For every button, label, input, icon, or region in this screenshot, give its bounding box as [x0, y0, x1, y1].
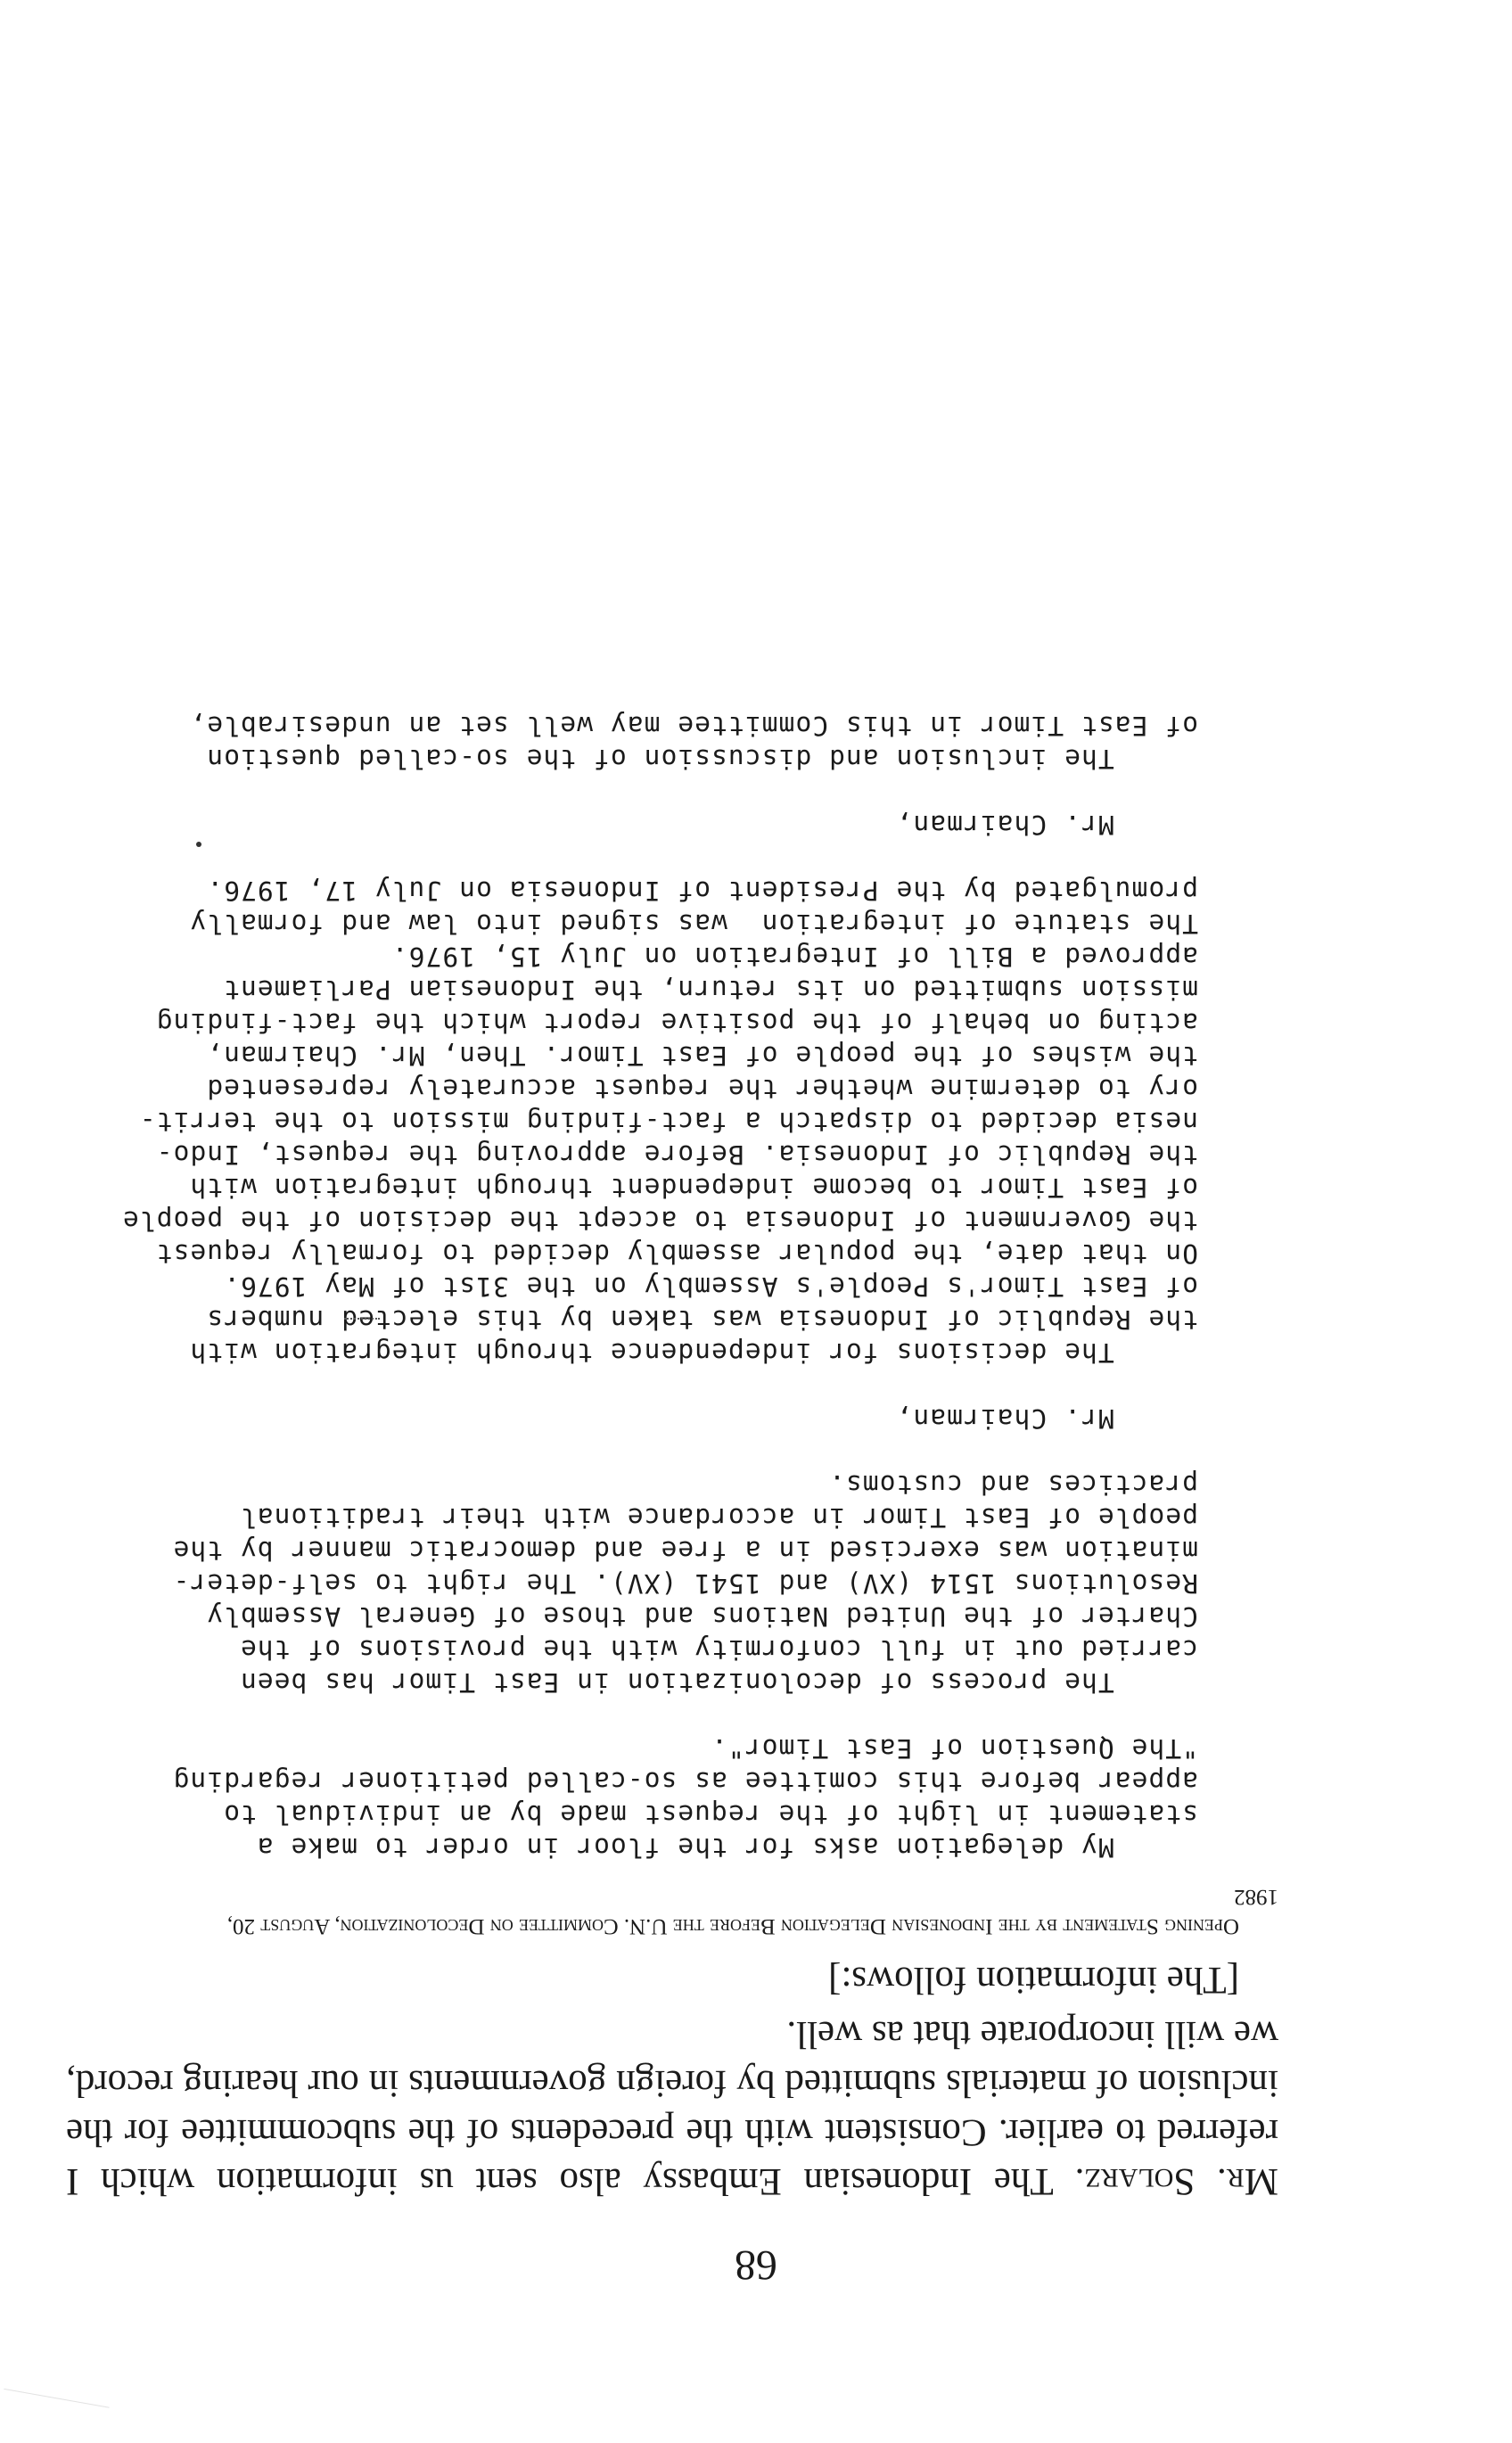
statement-line: The process of decolonization in East Timor has been: [239, 1667, 1198, 1698]
statement-line: approved a Bill of Integration on July 15, 1976.: [390, 942, 1198, 972]
bracket-note: [The information follows:]: [828, 1959, 1239, 2001]
statement-line: Mr. Chairman,: [895, 1403, 1198, 1434]
statement-line: The decisions for independence through integration with: [189, 1337, 1198, 1368]
statement-line: of East Timor's People's Assembly on the 31st of May 1976.: [223, 1271, 1198, 1302]
statement-line: Resolutions 1514 (XV) and 1541 (XV). The right to self-deter-: [172, 1568, 1198, 1599]
statement-line: mission submitted on its return, the Indonesian Parliament: [223, 975, 1198, 1005]
scan-artifact-mark: [196, 842, 201, 847]
statement-line: My delegation asks for the floor in order to make a: [256, 1832, 1198, 1863]
blank-line: [253, 1369, 1198, 1402]
scan-artifact-dots: [344, 1316, 380, 1320]
intro-text: The Indonesian Embassy also sent us information which I referred to earlier. Consistent with the precedents of the subcommittee for the inclusion of materials submitted by foreign governments in our hearing record, we will incorporate that as well.: [66, 2013, 1278, 2202]
statement-line: people of East Timor in accordance with their traditional: [239, 1502, 1198, 1533]
page-number: 68: [735, 2241, 777, 2289]
statement-line: appear before this comittee as so-called petitioner regarding: [172, 1766, 1198, 1797]
statement-line: The inclusion and discussion of the so-called question: [206, 744, 1198, 774]
statement-line: nesia decided to dispatch a fact-finding mission to the territ-: [138, 1106, 1198, 1137]
statement-line: Mr. Chairman,: [895, 810, 1198, 840]
statement-line: Charter of the United Nations and those of General Assembly: [206, 1601, 1198, 1632]
statement-line: The statute of integration was signed into law and formally: [189, 909, 1198, 939]
statement-line: promulgated by the President of Indonesia on July 17, 1976.: [206, 876, 1198, 906]
statement-line: the wishes of the people of East Timor. Then, Mr. Chairman,: [206, 1041, 1198, 1071]
blank-line: [253, 1435, 1198, 1468]
statement-line: the Republic of Indonesia. Before approving the request, Indo-: [155, 1139, 1198, 1170]
statement-line: of East Timor in this Committee may well set an undesirable,: [189, 711, 1198, 741]
statement-line: statement in light of the request made by an individual to: [223, 1799, 1198, 1830]
statement-line: acting on behalf of the positive report which the fact-finding: [155, 1008, 1198, 1038]
statement-line: carried out in full conformity with the provisions of the: [239, 1634, 1198, 1665]
statement-line: "The Question of East Timor".: [711, 1733, 1198, 1764]
statement-line: ory to determine whether the request accurately represented: [206, 1073, 1198, 1104]
statement-line: of East Timor to become independent through integration with: [189, 1172, 1198, 1203]
statement-line: the Government of Indonesia to accept the decision of the people: [121, 1205, 1198, 1236]
statement-heading: Opening Statement by the Indonesian Delegation Before the U.N. Committee on Decolonization, August 20, 1982: [226, 1885, 1278, 1938]
blank-line: [253, 841, 1198, 874]
blank-line: [253, 1699, 1198, 1731]
intro-paragraph: [66, 1955, 1278, 2206]
typed-statement: [121, 709, 1198, 1863]
statement-line: On that date, the popular assembly decided to formally request: [155, 1238, 1198, 1269]
statement-line: the Republic of Indonesia was taken by this elected numbers: [206, 1304, 1198, 1335]
statement-line: practices and customs.: [828, 1469, 1198, 1500]
statement-line: mination was exercised in a free and democratic manner by the: [172, 1535, 1198, 1566]
speaker-name: Mr. Solarz.: [1074, 2160, 1278, 2202]
blank-line: [253, 775, 1198, 808]
scan-artifact: [0, 2389, 110, 2443]
